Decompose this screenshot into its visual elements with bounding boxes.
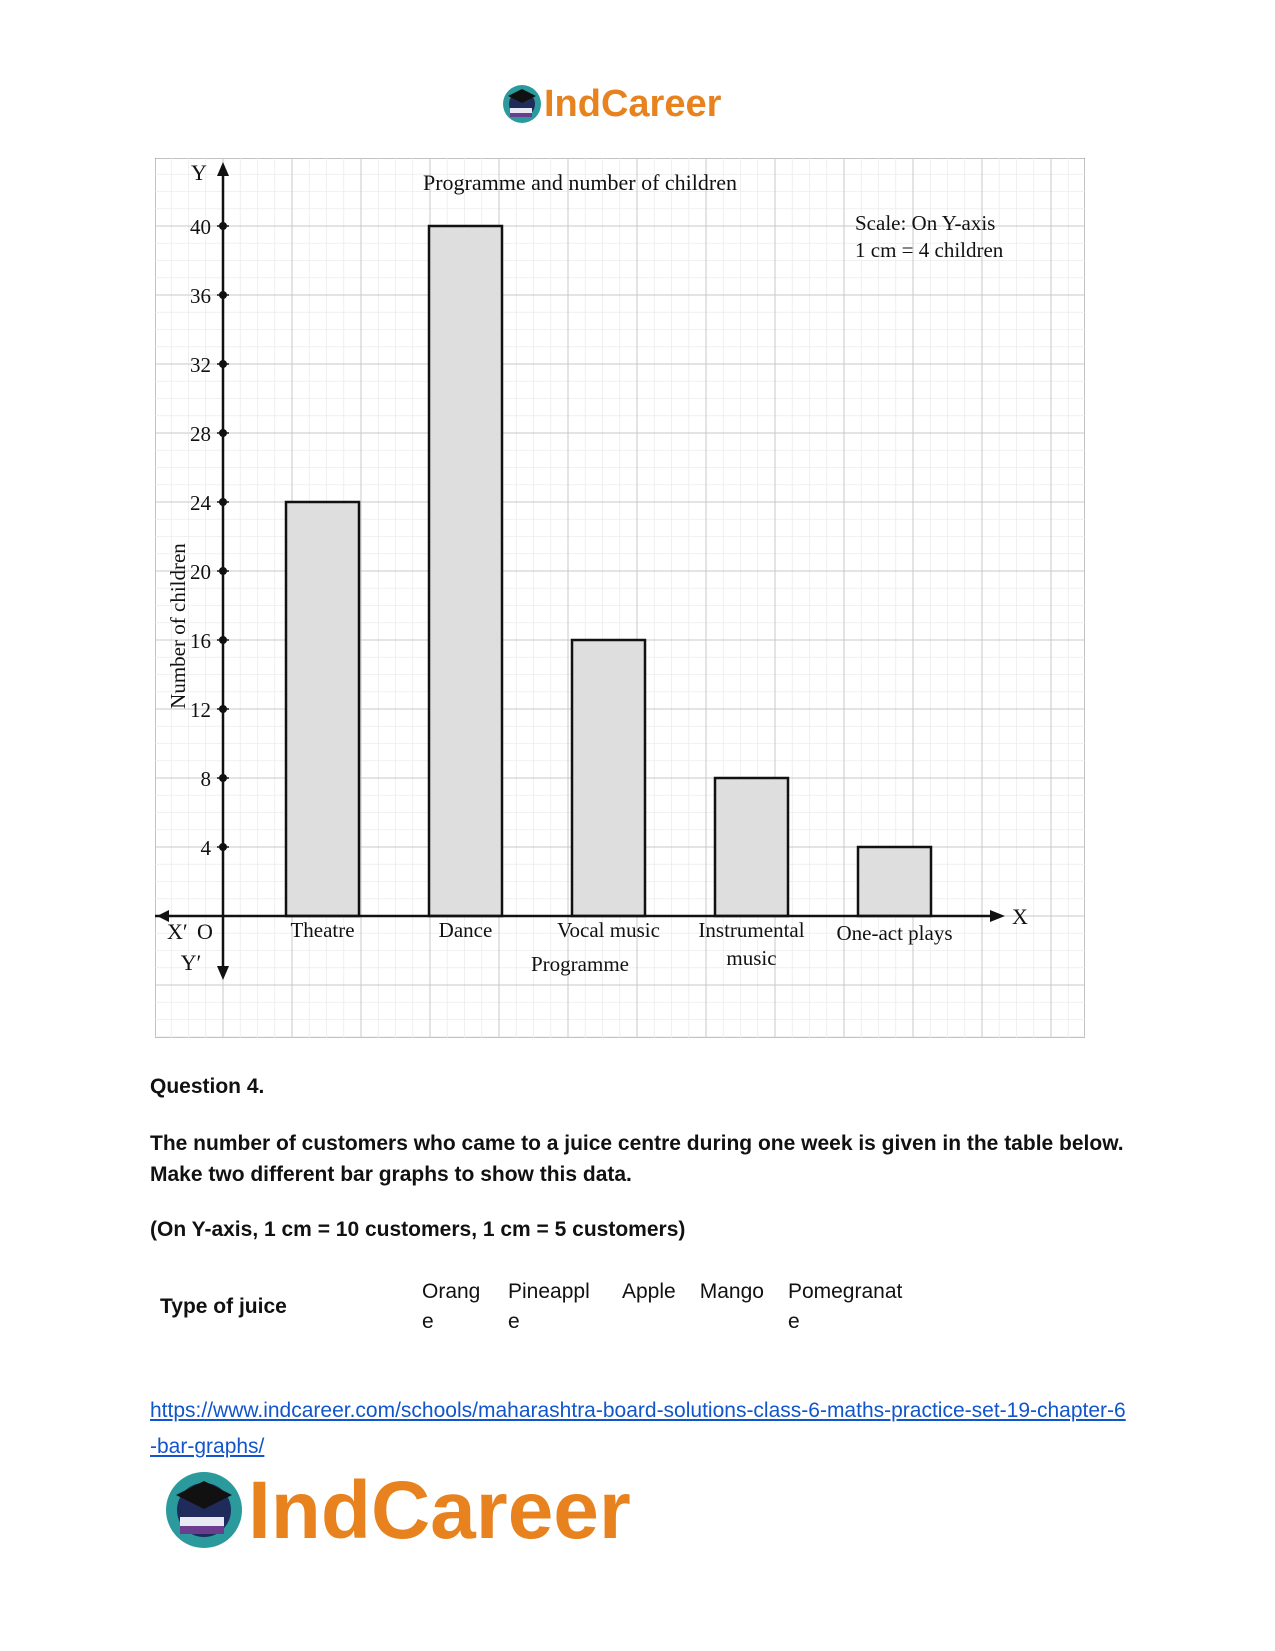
y-tick-label: 24 (190, 491, 211, 515)
cell-text: Pomegranate (787, 1280, 903, 1333)
indcareer-logo-top (500, 78, 780, 130)
table-row (150, 1277, 925, 1337)
y-tick-dot (219, 843, 227, 851)
scale-note: 1 cm = 4 children (855, 238, 1004, 262)
x-axis-title: Programme (531, 952, 629, 976)
table-cell-apple (610, 1277, 688, 1337)
y-tick-dot (219, 567, 227, 575)
y-tick-dot (219, 636, 227, 644)
table-cell-orange (410, 1277, 496, 1337)
x-axis-letter: X (1012, 904, 1028, 929)
source-link[interactable]: https://www.indcareer.com/schools/maharashtra-board-solutions-class-6-maths-practice-set-19-chapter-6-bar-graphs/ (150, 1399, 1126, 1458)
y-tick-dot (219, 222, 227, 230)
y-tick-dot (219, 774, 227, 782)
y-tick-label: 36 (190, 284, 211, 308)
x-tick-label: music (726, 946, 777, 970)
y-tick-label: 28 (190, 422, 211, 446)
y-axis-neg-letter: Y′ (180, 950, 202, 975)
y-tick-label: 16 (190, 629, 211, 653)
cell-text: Apple (622, 1280, 676, 1303)
x-axis-neg-letter: X′ (167, 919, 188, 944)
question-text: The number of customers who came to a juice centre during one week is given in the table below. Make two different bar graphs to show this data. (150, 1132, 1124, 1186)
table-header: Type of juice (160, 1295, 287, 1318)
svg-text:IndCareer: IndCareer (248, 1465, 631, 1556)
x-tick-label: Theatre (290, 918, 355, 942)
y-tick-dot (219, 429, 227, 437)
table-cell-pineapple (496, 1277, 610, 1337)
y-tick-dot (219, 360, 227, 368)
x-tick-label: Vocal music (557, 918, 660, 942)
table-cell-pomegranate (776, 1277, 925, 1337)
juice-table (150, 1277, 925, 1337)
bar-dance (429, 226, 502, 916)
y-tick-label: 8 (200, 767, 211, 791)
bar-one-act-plays (858, 847, 931, 916)
y-tick-label: 4 (200, 836, 211, 860)
scale-note: Scale: On Y-axis (855, 211, 996, 235)
bar-vocal-music (572, 640, 645, 916)
chart-title: Programme and number of children (422, 170, 738, 195)
x-tick-label: Instrumental (698, 918, 805, 942)
bar-instrumental-music (715, 778, 788, 916)
cell-text: Pineapple (508, 1280, 590, 1333)
x-tick-label: One-act plays (836, 921, 953, 945)
bar-theatre (286, 502, 359, 916)
question-title: Question 4. (150, 1075, 265, 1098)
y-tick-dot (219, 291, 227, 299)
question-scale: (On Y-axis, 1 cm = 10 customers, 1 cm = 5 customers) (150, 1218, 686, 1241)
svg-text:IndCareer: IndCareer (544, 83, 722, 125)
y-tick-label: 32 (190, 353, 211, 377)
table-cell-mango (688, 1277, 776, 1337)
y-tick-label: 20 (190, 560, 211, 584)
cell-text: Mango (699, 1280, 764, 1303)
y-tick-label: 12 (190, 698, 211, 722)
y-axis-letter: Y (191, 160, 207, 185)
y-tick-dot (219, 705, 227, 713)
x-tick-label: Dance (438, 918, 493, 942)
y-tick-dot (219, 498, 227, 506)
origin-label: O (197, 919, 213, 944)
bar-chart (155, 158, 1085, 1038)
y-axis-title: Number of children (166, 543, 190, 709)
cell-text: Orange (422, 1280, 481, 1333)
y-tick-label: 40 (190, 215, 211, 239)
indcareer-logo-bottom (160, 1462, 720, 1558)
